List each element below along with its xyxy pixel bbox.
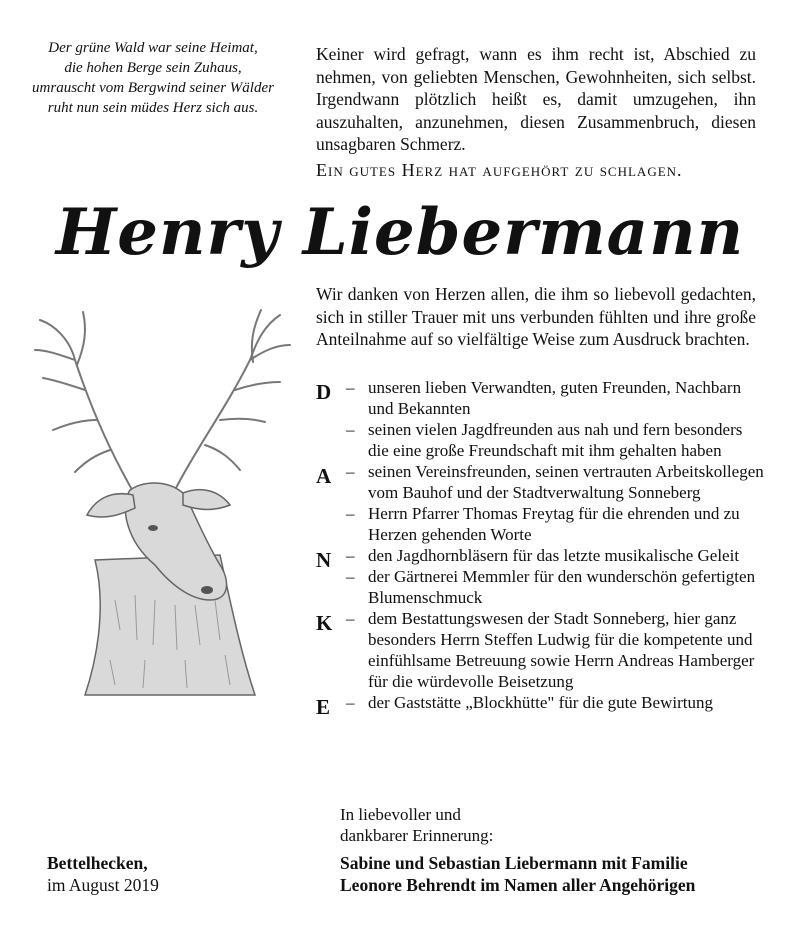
signers xyxy=(340,852,780,896)
closing xyxy=(340,804,640,846)
list-item xyxy=(316,377,766,419)
list-text: den Jagdhornbläsern für das letzte musikalische Geleit xyxy=(368,546,740,565)
list-dash: – xyxy=(346,609,355,628)
list-dash: – xyxy=(346,420,355,439)
date: im August 2019 xyxy=(47,875,159,895)
list-text: der Gaststätte „Blockhütte" für die gute Bewirtung xyxy=(368,693,713,712)
heart-line: Ein gutes Herz hat aufgehört zu schlagen. xyxy=(316,160,683,180)
list-dash: – xyxy=(346,504,355,523)
list-text: seinen Vereinsfreunden, seinen vertrauten Arbeitskollegen vom Bauhof und der Stadtverwaltung Sonneberg xyxy=(368,462,764,502)
list-text: der Gärtnerei Memmler für den wunderschön gefertigten Blumenschmuck xyxy=(368,567,756,607)
poem-line: Der grüne Wald war seine Heimat, xyxy=(48,40,258,56)
stag-head-icon xyxy=(25,300,295,710)
list-letter: D xyxy=(316,380,332,404)
list-dash: – xyxy=(346,693,355,712)
list-text: unseren lieben Verwandten, guten Freunden, Nachbarn und Bekannten xyxy=(368,378,742,418)
intro-text: Keiner wird gefragt, wann es ihm recht ist, Abschied zu nehmen, von geliebten Menschen, Gewohnheiten, sich selbst. Irgendwann plötzlich heißt es, damit umzugehen, ihn auszuhalten, anzunehmen, diesen Zusammenbruch, diesen unsagbaren Schmerz. xyxy=(316,44,756,154)
poem xyxy=(18,38,288,118)
closing-line: In liebevoller und xyxy=(340,805,461,824)
list-dash: – xyxy=(346,378,355,397)
list-letter: E xyxy=(316,695,331,719)
list-item xyxy=(316,692,766,719)
thanks-list xyxy=(316,377,766,719)
list-item xyxy=(316,545,766,572)
signer-line: Sabine und Sebastian Liebermann mit Familie xyxy=(340,853,688,873)
list-text: Herrn Pfarrer Thomas Freytag für die ehrenden und zu Herzen gehenden Worte xyxy=(368,504,740,544)
list-item xyxy=(316,461,766,503)
poem-line: die hohen Berge sein Zuhaus, xyxy=(64,60,242,76)
thanks-text: Wir danken von Herzen allen, die ihm so liebevoll gedachten, sich in stiller Trauer mit uns verbunden fühlten und ihre große Anteilnahme auf so vielfältige Weise zum Ausdruck brachten. xyxy=(316,284,756,349)
place-date xyxy=(47,852,297,896)
list-letter: N xyxy=(316,548,332,572)
signer-line: Leonore Behrendt im Namen aller Angehörigen xyxy=(340,875,696,895)
closing-line: dankbarer Erinnerung: xyxy=(340,826,494,845)
list-letter: A xyxy=(316,464,332,488)
list-item xyxy=(316,419,766,461)
poem-line: umrauscht vom Bergwind seiner Wälder xyxy=(32,80,274,96)
list-dash: – xyxy=(346,546,355,565)
list-item xyxy=(316,503,766,545)
list-item xyxy=(316,608,766,692)
list-dash: – xyxy=(346,462,355,481)
place-name: Bettelhecken, xyxy=(47,853,148,873)
list-item xyxy=(316,566,766,608)
list-text: dem Bestattungswesen der Stadt Sonneberg, hier ganz besonders Herrn Steffen Ludwig für die kompetente und einfühlsame Betreuung sowie Herrn Andreas Hamberger für die würdevolle Beisetzung xyxy=(368,609,755,691)
poem-line: ruht nun sein müdes Herz sich aus. xyxy=(47,100,259,116)
list-letter: K xyxy=(316,611,333,635)
list-dash: – xyxy=(346,567,355,586)
deceased-name: Henry Liebermann xyxy=(55,195,745,270)
list-text: seinen vielen Jagdfreunden aus nah und fern besonders die eine große Freundschaft mit ihm gehalten haben xyxy=(368,420,743,460)
